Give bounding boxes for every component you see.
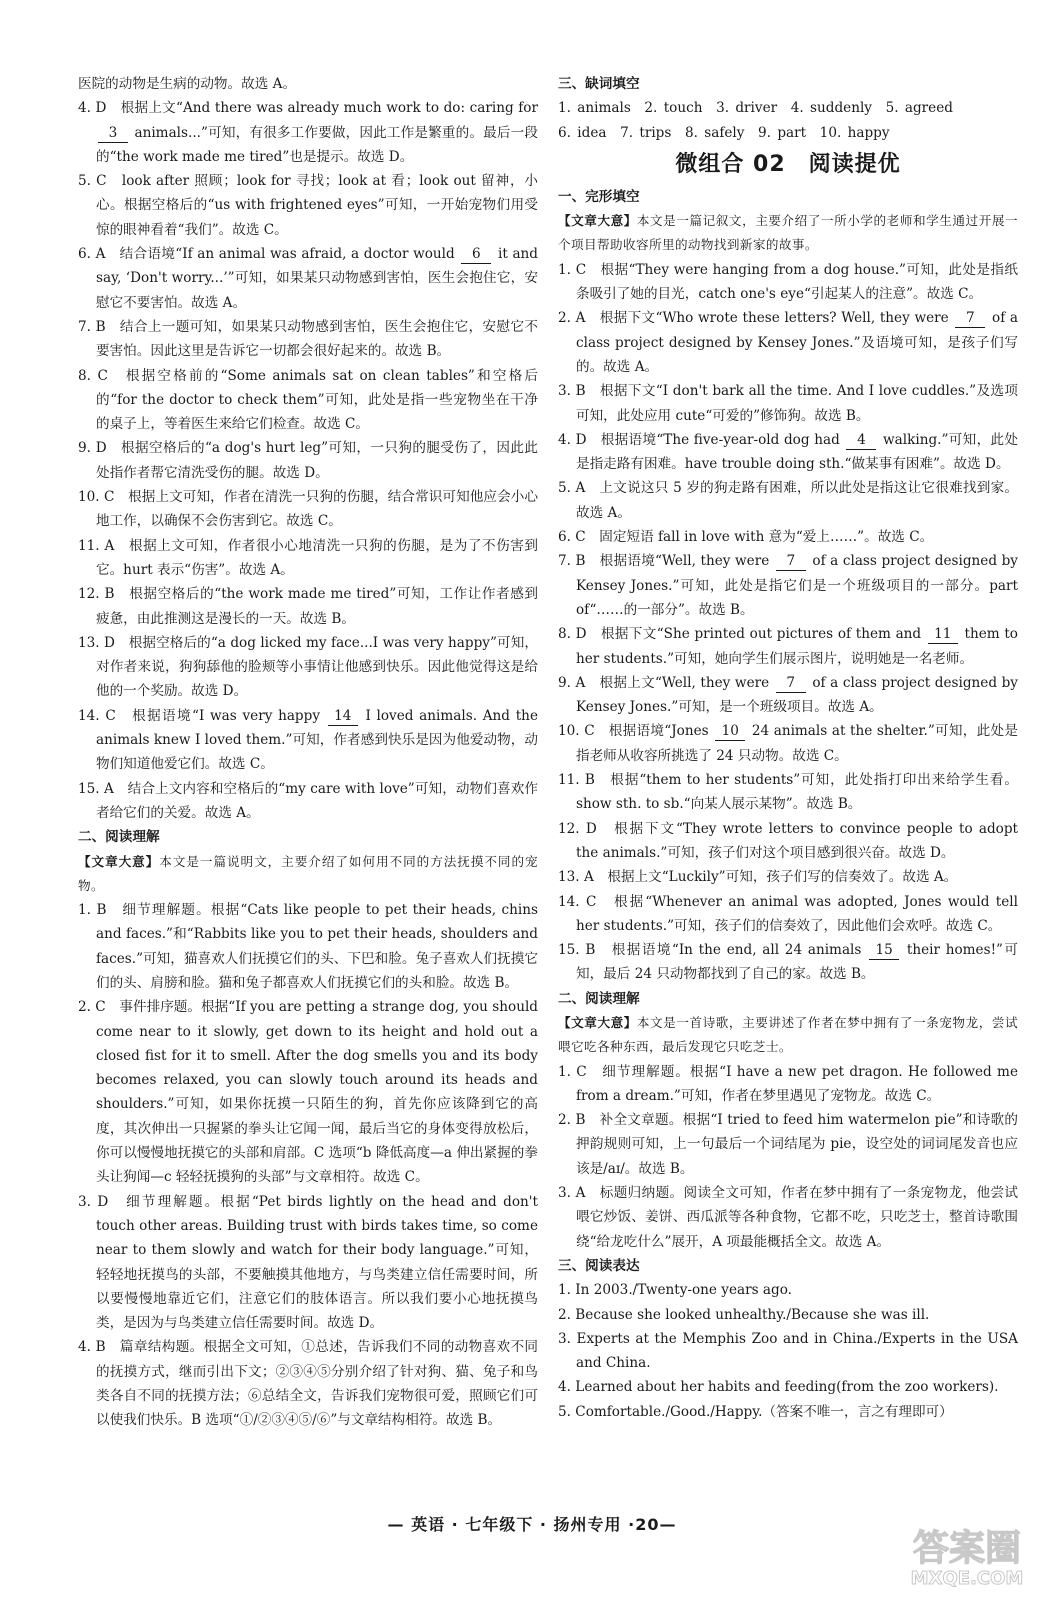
- answer-item: [558, 719, 1018, 768]
- answer-item: [558, 865, 1018, 889]
- answer-text-after: walking.”可知，此处是指走路有困难。have trouble doing sth.“做某事有困难”。故选 D。: [576, 431, 1018, 473]
- answer-item: [558, 817, 1018, 866]
- word-answers: 1. animals 2. touch 3. driver 4. suddenly 5. agreed: [558, 100, 953, 117]
- answer-text: 1. C 细节理解题。根据“I have a new pet dragon. He followed me from a dream.”可知，作者在梦里遇见了宠物龙。故选 C。: [558, 1063, 1018, 1104]
- answer-item: [558, 1400, 1018, 1424]
- answer-text: 2. C 事件排序题。根据“If you are petting a strange dog, you should come near to it slowly, get down to its height and hold out a closed fist for it to smell. After the dog smells you and its body becomes relaxed, you can slowly touch around its heads and shoulders.”可知，如果你抚摸一只陌生的狗，首先你应该降到它的高度，其次伸出一只握紧的拳头让它闻一闻，最后当它的身体变得放松后，你可以慢慢地抚摸它的头部和肩部。C 选项“b 降低高度—a 伸出紧握的拳头让狗闻—c 轻轻抚摸狗的头部”与文章相符。故选 C。: [78, 999, 538, 1186]
- group-title: 微组合 02 阅读提优: [675, 151, 901, 177]
- answer-text-after: of a class project designed by Kensey Jones.”及语境可知，是孩子们写的。故选 A。: [576, 310, 1018, 375]
- right-column: [558, 72, 1018, 1424]
- answer-text: 14. C 根据语境“I was very happy: [78, 707, 326, 724]
- answer-text-after: their homes!”可知，最后 24 只动物都找到了自己的家。故选 B。: [576, 942, 1019, 983]
- answer-item: [558, 890, 1018, 939]
- answer-item: [78, 631, 538, 704]
- blank-number: 7: [776, 552, 806, 571]
- answer-item: [78, 1335, 538, 1432]
- answer-item: [558, 258, 1018, 307]
- blank-number: 15: [869, 941, 899, 960]
- summary-text: 本文是一篇说明文，主要介绍了如何用不同的方法抚摸不同的宠物。: [78, 853, 538, 893]
- section-heading: 二、阅读理解: [78, 829, 160, 846]
- answer-text-after: of a class project designed by Kensey Jones.”可知，是一个班级项目。故选 A。: [576, 674, 1018, 716]
- answer-text: 2. A 根据下文“Who wrote these letters? Well, they were: [558, 310, 954, 327]
- answer-item: [78, 534, 538, 583]
- answer-text: 10. C 根据语境“Jones: [558, 723, 714, 740]
- summary-tag: 【文章大意】: [558, 1014, 637, 1030]
- answer-item: [558, 1327, 1018, 1376]
- answer-item: [558, 1181, 1018, 1254]
- answer-item: [78, 169, 538, 242]
- answer-item: [78, 485, 538, 534]
- answer-text: 11. A 根据上文可知，作者很小心地清洗一只狗的伤腿，是为了不伤害到它。hurt 表示“伤害”。故选 A。: [78, 537, 538, 578]
- answer-text-after: I loved animals. And the animals knew I loved them.”可知，作者感到快乐是因为他爱动物，动物们知道他爱它们。故选 C。: [96, 707, 538, 773]
- text-line: 医院的动物是生病的动物。故选 A。: [78, 76, 297, 92]
- answer-item: [558, 428, 1018, 477]
- answer-item: [78, 582, 538, 631]
- answer-text: 6. C 固定短语 fall in love with 意为“爱上……”。故选 C。: [558, 529, 934, 546]
- section-heading: 三、阅读表达: [558, 1257, 640, 1274]
- answer-text: 8. C 根据空格前的“Some animals sat on clean tables”和空格后的“for the doctor to check them”可知，此处是指一些宠物坐在干净的桌子上，等着医生来给它们检查。故选 C。: [78, 367, 538, 433]
- blank-number: 4: [846, 431, 876, 450]
- answer-item: [78, 995, 538, 1189]
- answer-item: [558, 549, 1018, 622]
- answer-text: 3. A 标题归纳题。阅读全文可知，作者在梦中拥有了一条宠物龙，他尝试喂它炒饭、姜饼、西瓜派等各种食物，它都不吃，只吃芝士，整首诗歌围绕“给龙吃什么”展开，A 项最能概括全文。故选 A。: [558, 1185, 1018, 1250]
- answer-item: [558, 768, 1018, 817]
- answer-text: 15. A 结合上文内容和空格后的“my care with love”可知，动物们喜欢作者给它们的关爱。故选 A。: [78, 780, 538, 821]
- answer-item: [558, 1108, 1018, 1181]
- answer-text: 11. B 根据“them to her students”可知，此处指打印出来给学生看。show sth. to sb.“向某人展示某物”。故选 B。: [558, 772, 1018, 813]
- word-answers: 6. idea 7. trips 8. safely 9. part 10. happy: [558, 124, 890, 141]
- answer-text: 12. D 根据下文“They wrote letters to convince people to adopt the animals.”可知，孩子们对这个项目感到很兴奋。故选 D。: [558, 820, 1018, 861]
- answer-text: 3. Experts at the Memphis Zoo and in China./Experts in the USA and China.: [558, 1330, 1018, 1372]
- watermark-line1: 答案圈: [912, 1528, 1022, 1569]
- answer-text: 2. Because she looked unhealthy./Because she was ill.: [558, 1306, 930, 1323]
- answer-item: [558, 306, 1018, 379]
- answer-text: 13. A 根据上文“Luckily”可知，孩子们写的信奏效了。故选 A。: [558, 869, 958, 886]
- answer-text: 5. Comfortable./Good./Happy.（答案不唯一，言之有理即可）: [558, 1403, 953, 1420]
- blank-number: 11: [928, 625, 958, 644]
- answer-text: 5. C look after 照顾；look for 寻找；look at 看；look out 留神，小心。根据空格后的“us with frightened eyes”可知，一开始宠物们用受惊的眼神看着“我们”。故选 C。: [78, 173, 538, 238]
- summary-tag: 【文章大意】: [78, 853, 160, 869]
- answer-text-after: of a class project designed by Kensey Jones.”可知，此处是指它们是一个班级项目的一部分。part of“……的一部分”。故选 B。: [576, 553, 1018, 618]
- section-heading: 一、完形填空: [558, 188, 640, 205]
- answer-item: [558, 1303, 1018, 1327]
- blank-number: 7: [776, 674, 806, 693]
- answer-item: [78, 898, 538, 995]
- answer-item: [78, 777, 538, 826]
- answer-text: 12. B 根据空格后的“the work made me tired”可知，工作让作者感到疲惫，由此推测这是漫长的一天。故选 B。: [78, 586, 538, 627]
- answer-text: 13. D 根据空格后的“a dog licked my face...I was very happy”可知，对作者来说，狗狗舔他的脸颊等小事情让他感到快乐。因此他觉得这是给他的一个奖励。故选 D。: [78, 634, 538, 700]
- answer-text-after: 24 animals at the shelter.”可知，此处是指老师从收容所挑选了 24 只动物。故选 C。: [576, 723, 1018, 764]
- section-heading: 三、缺词填空: [558, 76, 640, 92]
- answer-text: 4. B 篇章结构题。根据全文可知，①总述，告诉我们不同的动物喜欢不同的抚摸方式，继而引出下文；②③④⑤分别介绍了针对狗、猫、兔子和鸟类各自不同的抚摸方法；⑥总结全文，告诉我们宠物很可爱，照顾它们可以使我们快乐。B 选项“①/②③④⑤/⑥”与文章结构相符。故选 B。: [78, 1339, 538, 1429]
- article-summary: [558, 209, 1018, 258]
- answer-text: 8. D 根据下文“She printed out pictures of them and: [558, 626, 926, 643]
- answer-item: [558, 938, 1018, 987]
- blank-number: 6: [461, 245, 491, 264]
- summary-text: 本文是一篇记叙文，主要介绍了一所小学的老师和学生通过开展一个项目帮助收容所里的动物找到新家的故事。: [558, 213, 1018, 253]
- answer-item: [78, 704, 538, 777]
- answer-item: [558, 476, 1018, 525]
- answer-item: [558, 671, 1018, 720]
- answer-item: [78, 96, 538, 169]
- answer-text-after: them to her students.”可知，她向学生们展示图片，说明她是一名老师。: [576, 626, 1018, 667]
- article-summary: [78, 850, 538, 899]
- left-column: [78, 72, 538, 1433]
- answer-item: [558, 525, 1018, 549]
- blank-number: 14: [328, 707, 358, 726]
- answer-item: [78, 436, 538, 485]
- section-heading: 二、阅读理解: [558, 990, 640, 1007]
- answer-text: 15. B 根据语境“In the end, all 24 animals: [558, 942, 868, 959]
- answer-item: [558, 379, 1018, 428]
- article-summary: [558, 1011, 1018, 1060]
- summary-tag: 【文章大意】: [558, 213, 637, 229]
- answer-text: 14. C 根据“Whenever an animal was adopted, Jones would tell her students.”可知，孩子们的信奏效了，因此他们会欢呼。故选 C。: [558, 893, 1018, 934]
- page-footer: — 英语 · 七年级下 · 扬州专用 ·20—: [387, 1515, 677, 1534]
- answer-text: 1. C 根据“They were hanging from a dog house.”可知，此处是指纸条吸引了她的目光，catch one's eye“引起某人的注意”。故选 C。: [558, 261, 1018, 303]
- answer-item: [558, 1060, 1018, 1109]
- answer-item: [78, 315, 538, 364]
- summary-text: 本文是一首诗歌，主要讲述了作者在梦中拥有了一条宠物龙，尝试喂它吃各种东西，最后发现它只吃芝士。: [558, 1014, 1018, 1055]
- answer-text: 5. A 上文说这只 5 岁的狗走路有困难，所以此处是指这让它很难找到家。故选 A。: [558, 480, 1018, 521]
- answer-text: 7. B 结合上一题可知，如果某只动物感到害怕，医生会抱住它，安慰它不要害怕。因此这里是告诉它一切都会很好起来的。故选 B。: [78, 318, 538, 360]
- answer-text: 1. In 2003./Twenty-one years ago.: [558, 1282, 792, 1299]
- blank-number: 10: [715, 722, 745, 741]
- answer-text: 10. C 根据上文可知，作者在清洗一只狗的伤腿，结合常识可知他应会小心地工作，以确保不会伤害到它。故选 C。: [78, 489, 538, 530]
- answer-text: 4. D 根据上文“And there was already much work to do: caring for: [78, 100, 538, 117]
- answer-item: [78, 1190, 538, 1336]
- answer-text: 2. B 补全文章题。根据“I tried to feed him watermelon pie”和诗歌的押韵规则可知，上一句最后一个词结尾为 pie，设空处的词词尾发音也应该是/aɪ/。故选 B。: [558, 1112, 1018, 1177]
- answer-text: 3. B 根据下文“I don't bark all the time. And I love cuddles.”及选项可知，此处应用 cute“可爱的”修饰狗。故选 B。: [558, 383, 1018, 424]
- answer-item: [558, 1278, 1018, 1302]
- answer-text: 6. A 结合语境“If an animal was afraid, a doctor would: [78, 246, 460, 263]
- blank-number: 7: [955, 309, 985, 328]
- watermark-logo: [892, 1520, 1042, 1590]
- blank-number: 3: [98, 124, 128, 143]
- answer-text: 7. B 根据语境“Well, they were: [558, 553, 774, 570]
- answer-text: 9. A 根据上文“Well, they were: [558, 674, 774, 691]
- answer-text: 9. D 根据空格后的“a dog's hurt leg”可知，一只狗的腿受伤了，因此此处指作者帮它清洗受伤的腿。故选 D。: [78, 440, 538, 481]
- answer-text-after: animals...”可知，有很多工作要做，因此工作是繁重的。最后一段的“the work made me tired”也是提示。故选 D。: [96, 124, 538, 165]
- answer-text: 4. D 根据语境“The five-year-old dog had: [558, 431, 845, 448]
- answer-item: [78, 364, 538, 437]
- answer-text: 3. D 细节理解题。根据“Pet birds lightly on the head and don't touch other areas. Building trust with birds takes time, so come near to them slowly and watch for their body language.”可知，轻轻地抚摸鸟的头部，不要触摸其他地方，与鸟类建立信任需要时间，所以要慢慢地靠近它们，注意它们的肢体语言。所以我们要小心地抚摸鸟类，是因为与鸟类建立信任需要时间。故选 D。: [78, 1193, 538, 1332]
- answer-item: [558, 1375, 1018, 1399]
- watermark-line2: MXQE.COM: [910, 1568, 1024, 1589]
- answer-text: 1. B 细节理解题。根据“Cats like people to pet their heads, chins and faces.”和“Rabbits like you to pet their heads, shoulders and faces.”可知，猫喜欢人们抚摸它们的头、下巴和脸。兔子喜欢人们抚摸它们的头、肩膀和脸。猫和兔子都喜欢人们抚摸它们的头和脸。故选 B。: [78, 902, 538, 991]
- answer-text-after: it and say, ‘Don't worry...’”可知，如果某只动物感到害怕，医生会抱住它，安慰它不要害怕。故选 A。: [96, 246, 539, 311]
- answer-item: [558, 622, 1018, 671]
- answer-text: 4. Learned about her habits and feeding(from the zoo workers).: [558, 1379, 999, 1396]
- answer-item: [78, 242, 538, 315]
